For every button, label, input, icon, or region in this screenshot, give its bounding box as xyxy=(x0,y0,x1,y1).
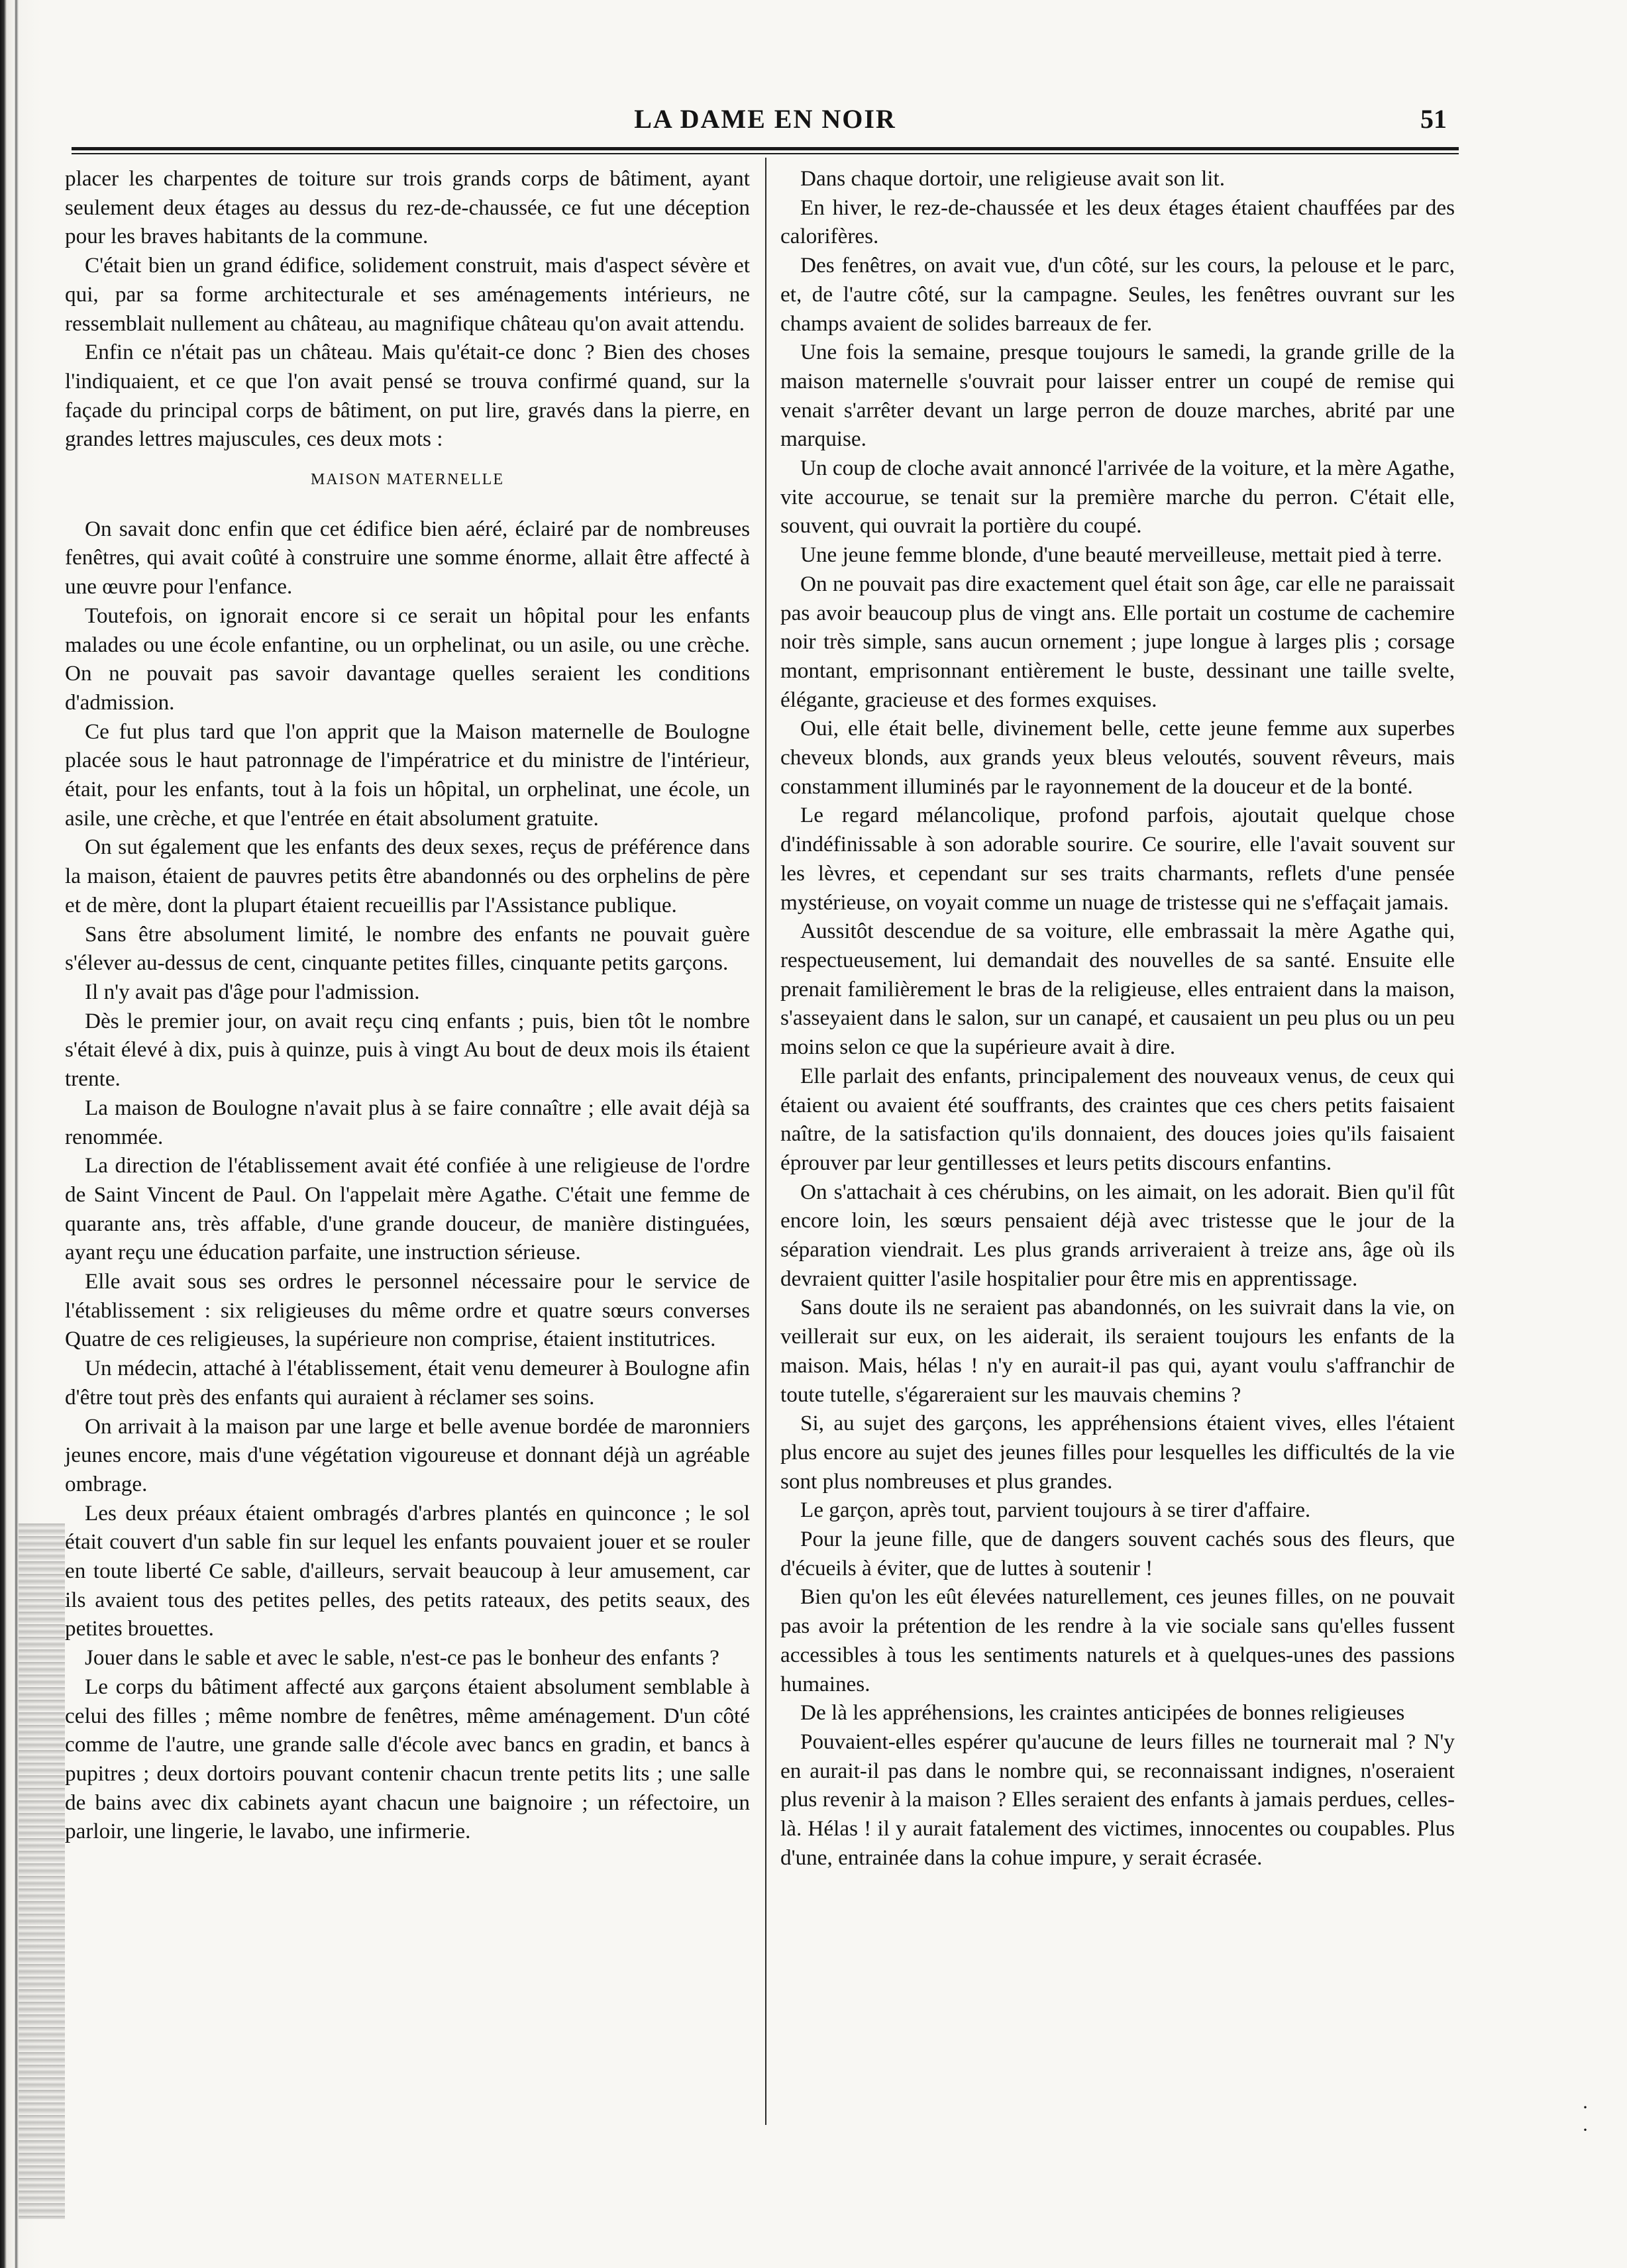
paragraph: Elle parlait des enfants, principalement des nouveaux venus, de ceux qui étaient ou avaient été souffrants, des craintes que ces chers petits faisaient naître, de la satisfaction qu'ils donnaient, des douces joies qu'ils faisaient éprouver par leur gentillesses et leurs petits discours enfantins. xyxy=(780,1063,1455,1175)
left-column xyxy=(65,164,750,1846)
paragraph: Le garçon, après tout, parvient toujours à se tirer d'affaire. xyxy=(800,1498,1311,1523)
column-divider xyxy=(765,158,766,2125)
paragraph: Jouer dans le sable et avec le sable, n'est-ce pas le bonheur des enfants ? xyxy=(85,1645,719,1671)
paragraph: Il n'y avait pas d'âge pour l'admission. xyxy=(85,979,420,1004)
paragraph: De là les appréhensions, les craintes anticipées de bonnes religieuses xyxy=(800,1700,1405,1726)
page-number: 51 xyxy=(1420,104,1447,134)
paragraph: En hiver, le rez-de-chaussée et les deux étages étaient chauffées par des calorifères. xyxy=(780,195,1455,249)
page-header xyxy=(72,99,1459,146)
paragraph: Aussitôt descendue de sa voiture, elle embrassait la mère Agathe qui, respectueusement, lui demandait des nouvelles de sa santé. Ensuite elle prenait familièrement le bras de la religieuse, elles entraient dans la maison, s'asseyaient dans le salon, sur un canapé, et causaient un peu plus ou un peu moins selon ce que la supérieure avait à dire. xyxy=(780,919,1455,1060)
paragraph: Si, au sujet des garçons, les appréhensions étaient vives, elles l'étaient plus encore au sujet des jeunes filles pour lesquelles les difficultés de la vie sont plus nombreuses et plus grandes. xyxy=(780,1411,1455,1494)
paragraph: Les deux préaux étaient ombragés d'arbres plantés en quinconce ; le sol était couvert d'un sable fin sur lequel les enfants pouvaient jouer et se rouler en toute liberté Ce sable, d'ailleurs, servait beaucoup à leur amusement, car ils avaient tous des petites pelles, des petits rateaux, des petits seaux, des petites brouettes. xyxy=(65,1500,750,1641)
paragraph: On savait donc enfin que cet édifice bien aéré, éclairé par de nombreuses fenêtres, qui avait coûté à construire une somme énorme, allait être affecté à une œuvre pour l'enfance. xyxy=(65,516,750,599)
paragraph: Pour la jeune fille, que de dangers souvent cachés sous des fleurs, que d'écueils à éviter, que de luttes à soutenir ! xyxy=(780,1527,1455,1580)
paragraph: Ce fut plus tard que l'on apprit que la Maison maternelle de Boulogne placée sous le haut patronnage de l'impératrice et du ministre de l'intérieur, était, pour les enfants, tout à la fois un hôpital, un orphelinat, une école, un asile, une crèche, et que l'entrée en était absolument gratuite. xyxy=(65,719,750,831)
paragraph: Un coup de cloche avait annoncé l'arrivée de la voiture, et la mère Agathe, vite accourue, se tenait sur la première marche du perron. C'était elle, souvent, qui ouvrait la portière du coupé. xyxy=(780,456,1455,539)
paragraph: Sans être absolument limité, le nombre des enfants ne pouvait guère s'élever au-dessus de cent, cinquante petites filles, cinquante petits garçons. xyxy=(65,921,750,976)
paragraph: Elle avait sous ses ordres le personnel nécessaire pour le service de l'établissement : six religieuses du même ordre et quatre sœurs converses Quatre de ces religieuses, la supérieure non comprise, étaient institutrices. xyxy=(65,1269,750,1352)
paragraph: On s'attachait à ces chérubins, on les aimait, on les adorait. Bien qu'il fût encore loin, les sœurs pensaient déjà avec tristesse que le jour de la séparation viendrait. Les plus grands arriveraient à treize ans, âge où ils devraient quitter l'asile hospitalier pour être mis en apprentissage. xyxy=(780,1179,1455,1291)
paragraph: Un médecin, attaché à l'établissement, était venu demeurer à Boulogne afin d'être tout près des enfants qui auraient à réclamer ses soins. xyxy=(65,1356,750,1410)
paragraph: Enfin ce n'était pas un château. Mais qu'était-ce donc ? Bien des choses l'indiquaient, et ce que l'on avait pensé se trouva confirmé quand, sur la façade du principal corps de bâtiment, on put lire, gravés dans la pierre, en grandes lettres majuscules, ces deux mots : xyxy=(65,340,750,452)
paragraph: On sut également que les enfants des deux sexes, reçus de préférence dans la maison, étaient de pauvres petits être abandonnés ou des orphelins de père et de mère, dont la plupart étaient recueillis par l'Assistance publique. xyxy=(65,835,750,917)
paragraph: On ne pouvait pas dire exactement quel était son âge, car elle ne paraissait pas avoir beaucoup plus de vingt ans. Elle portait un costume de cachemire noir très simple, sans aucun ornement ; jupe longue à larges plis ; corsage montant, emprisonnant entièrement le buste, dessinant une taille svelte, élégante, gracieuse et des formes exquises. xyxy=(780,571,1455,712)
paragraph: Dans chaque dortoir, une religieuse avait son lit. xyxy=(800,166,1226,191)
paragraph: Une fois la semaine, presque toujours le samedi, la grande grille de la maison maternelle s'ouvrait pour laisser entrer un coupé de remise qui venait s'arrêter devant un large perron de douze marches, abrité par une marquise. xyxy=(780,340,1455,452)
paragraph: Bien qu'on les eût élevées naturellement, ces jeunes filles, on ne pouvait pas avoir la prétention de les rendre à la vie sociale sans qu'elles fussent accessibles à tous les sentiments naturels et à quelques-unes des passions humaines. xyxy=(780,1584,1455,1696)
paragraph: Le regard mélancolique, profond parfois, ajoutait quelque chose d'indéfinissable à son adorable sourire. Ce sourire, elle l'avait souvent sur les lèvres, et cependant sur ses traits charmants, reflets d'une pensée mystérieuse, on voyait comme un nuage de tristesse qui ne s'effaçait jamais. xyxy=(780,803,1455,915)
paragraph: Une jeune femme blonde, d'une beauté merveilleuse, mettait pied à terre. xyxy=(800,542,1442,568)
paragraph: La direction de l'établissement avait été confiée à une religieuse de l'ordre de Saint Vincent de Paul. On l'appelait mère Agathe. C'était une femme de quarante ans, très affable, d'une grande douceur, de manière distinguées, ayant reçu une éducation parfaite, une instruction sérieuse. xyxy=(65,1153,750,1265)
paragraph: Pouvaient-elles espérer qu'aucune de leurs filles ne tournerait mal ? N'y en aurait-il pas dans le nombre qui, se reconnaissant indignes, n'oseraient plus revenir à la maison ? Elles seraient des enfants à jamais perdues, celles-là. Hélas ! il y aurait fatalement des victimes, innocentes ou coupables. Plus d'une, entrainée dans la cohue impure, y serait écrasée. xyxy=(780,1729,1455,1870)
running-title: LA DAME EN NOIR xyxy=(634,104,896,134)
paragraph: Le corps du bâtiment affecté aux garçons étaient absolument semblable à celui des filles ; même nombre de fenêtres, même aménagement. D'un côté comme de l'autre, une grande salle d'école avec bancs en gradin, et bancs à pupitres ; deux dortoirs pouvant contenir chacun trente petits lits ; une salle de bains avec dix cabinets ayant chacun une baignoire ; un réfectoire, un parloir, une lingerie, le lavabo, une infirmerie. xyxy=(65,1674,750,1844)
header-rule-thin xyxy=(72,153,1459,154)
paragraph: Oui, elle était belle, divinement belle, cette jeune femme aux superbes cheveux blonds, aux grands yeux bleus veloutés, souvent rêveurs, mais constamment illuminés par le rayonnement de la douceur et de la bonté. xyxy=(780,716,1455,799)
section-heading: MAISON MATERNELLE xyxy=(311,471,504,489)
paragraph: Toutefois, on ignorait encore si ce serait un hôpital pour les enfants malades ou une école enfantine, ou un orphelinat, ou un asile, ou une crèche. On ne pouvait pas savoir davantage quelles seraient les conditions d'admission. xyxy=(65,603,750,715)
paragraph: La maison de Boulogne n'avait plus à se faire connaître ; elle avait déjà sa renommée. xyxy=(65,1095,750,1149)
right-column xyxy=(780,164,1455,1872)
paragraph: On arrivait à la maison par une large et belle avenue bordée de maronniers jeunes encore, mais d'une végétation vigoureuse et donnant déjà un agréable ombrage. xyxy=(65,1414,750,1496)
paragraph: placer les charpentes de toiture sur trois grands corps de bâtiment, ayant seulement deux étages au dessus du rez-de-chaussée, ce fut une déception pour les braves habitants de la commune. xyxy=(65,166,750,249)
paragraph: Dès le premier jour, on avait reçu cinq enfants ; puis, bien tôt le nombre s'était élevé à dix, puis à quinze, puis à vingt Au bout de deux mois ils étaient trente. xyxy=(65,1008,750,1092)
paragraph: C'était bien un grand édifice, solidement construit, mais d'aspect sévère et qui, par sa forme architecturale et ses aménagements intérieurs, ne ressemblait nullement au château, au magnifique château qu'on avait attendu. xyxy=(65,253,750,336)
header-rule-thick xyxy=(72,147,1459,150)
paragraph: Sans doute ils ne seraient pas abandonnés, on les suivrait dans la vie, on veillerait sur eux, on les aiderait, ils seraient toujours les enfants de la maison. Mais, hélas ! n'y en aurait-il pas qui, ayant voulu s'affranchir de toute tutelle, s'égareraient sur les mauvais chemins ? xyxy=(780,1295,1455,1407)
margin-marks: · · xyxy=(1582,2096,1602,2141)
scan-shadow xyxy=(19,1523,65,2219)
paragraph: Des fenêtres, on avait vue, d'un côté, sur les cours, la pelouse et le parc, et, de l'autre côté, sur la campagne. Seules, les fenêtres ouvrant sur les champs avaient de solides barreaux de fer. xyxy=(780,253,1455,336)
